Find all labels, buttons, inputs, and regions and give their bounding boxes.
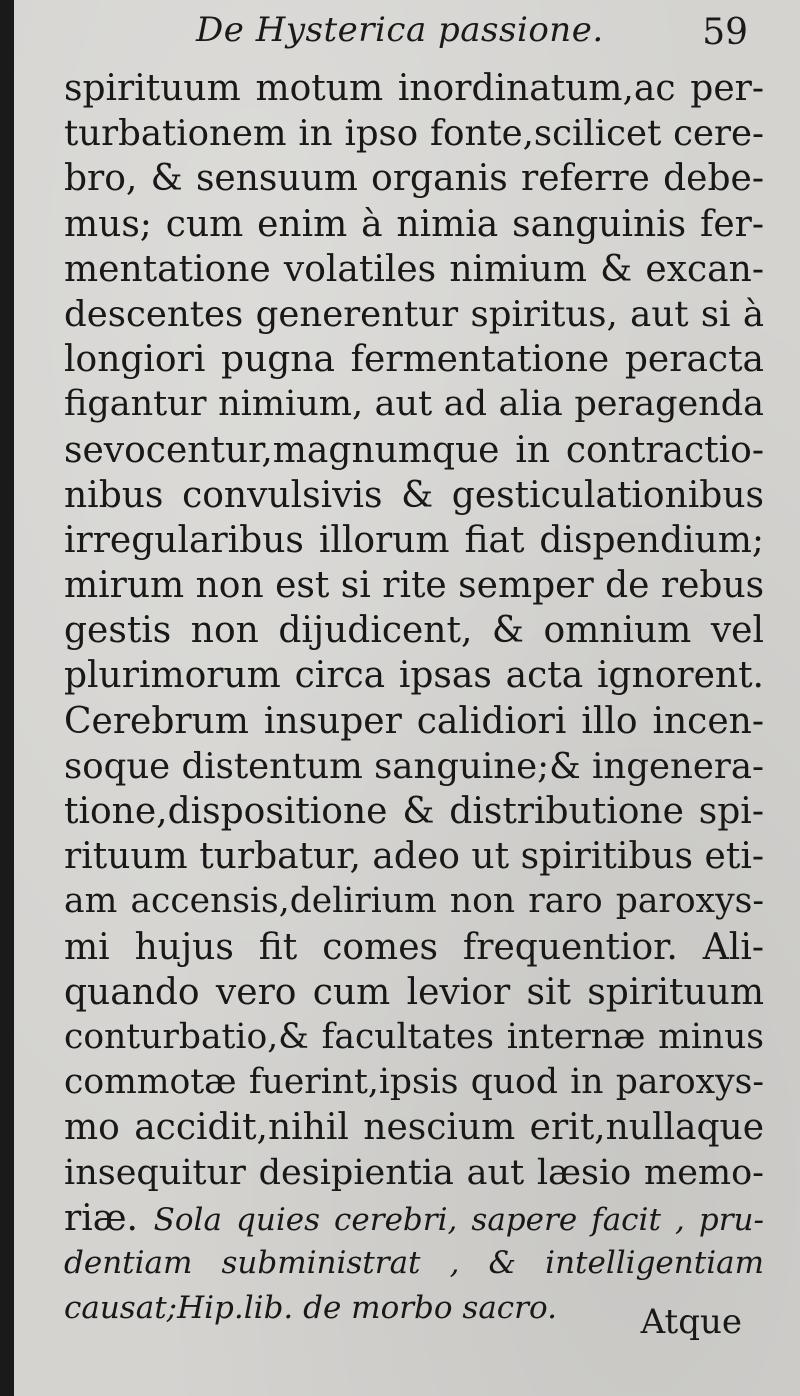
text-line: tione,dispositione & distributione spi- (64, 791, 764, 832)
body-text (64, 66, 764, 1331)
running-title: De Hysterica passione. (196, 10, 604, 50)
text-line: spirituum motum inordinatum,ac per- (64, 68, 764, 109)
text-line: rituum turbatur, adeo ut spiritibus eti- (64, 836, 764, 878)
book-page (14, 0, 800, 1396)
mixed-text-line (64, 1196, 764, 1241)
italic-quotation-line: causat;Hip.lib. de morbo sacro. (64, 1290, 557, 1327)
page-number: 59 (702, 12, 748, 53)
text-line: plurimorum circa ipsas acta ignorent. (64, 655, 764, 697)
text-line: bro, & sensuum organis referre debe- (64, 158, 764, 200)
text-line: mirum non est si rite semper de rebus (64, 565, 765, 607)
text-line: soque distentum sanguine;& ingenera- (64, 745, 764, 787)
text-line: mentatione volatiles nimium & excan- (64, 248, 764, 290)
text-line: longiori pugna fermentatione peracta (64, 339, 764, 381)
text-line: turbationem in ipso fonte,scilicet cere- (64, 113, 764, 155)
text-line: descentes generentur spiritus, aut si à (64, 293, 764, 335)
text-line: figantur nimium, aut ad alia peragenda (64, 384, 764, 425)
text-line: am accensis,delirium non raro paroxys- (64, 881, 764, 922)
text-line: nibus convulsivis & gesticulationibus (64, 474, 764, 516)
page-header (14, 4, 800, 58)
text-line: gestis non dijudicent, & omnium vel (64, 610, 764, 652)
text-line: Cerebrum insuper calidiori illo incen- (64, 700, 764, 742)
text-line: quando vero cum levior sit spirituum (64, 971, 764, 1013)
text-line: insequitur desipientia aut læsio memo- (64, 1152, 764, 1193)
italic-quotation-start: Sola quies cerebri, sapere facit , pru- (153, 1201, 764, 1238)
roman-fragment: riæ. (64, 1197, 154, 1239)
text-line: mi hujus fit comes frequentior. Ali- (64, 926, 764, 968)
catchword: Atque (640, 1302, 742, 1342)
text-line: irregularibus illorum fiat dispendium; (64, 519, 764, 561)
text-line: sevocentur,magnumque in contractio- (64, 429, 764, 471)
text-line: commotæ fuerint,ipsis quod in paroxys- (64, 1062, 764, 1103)
text-line: conturbatio,& facultates internæ minus (64, 1016, 764, 1057)
italic-quotation-line: dentiam subministrat , & intelligentiam (64, 1244, 764, 1281)
text-line: mus; cum enim à nimia sanguinis fer- (64, 203, 764, 245)
text-line: mo accidit,nihil nescium erit,nullaque (64, 1107, 764, 1149)
